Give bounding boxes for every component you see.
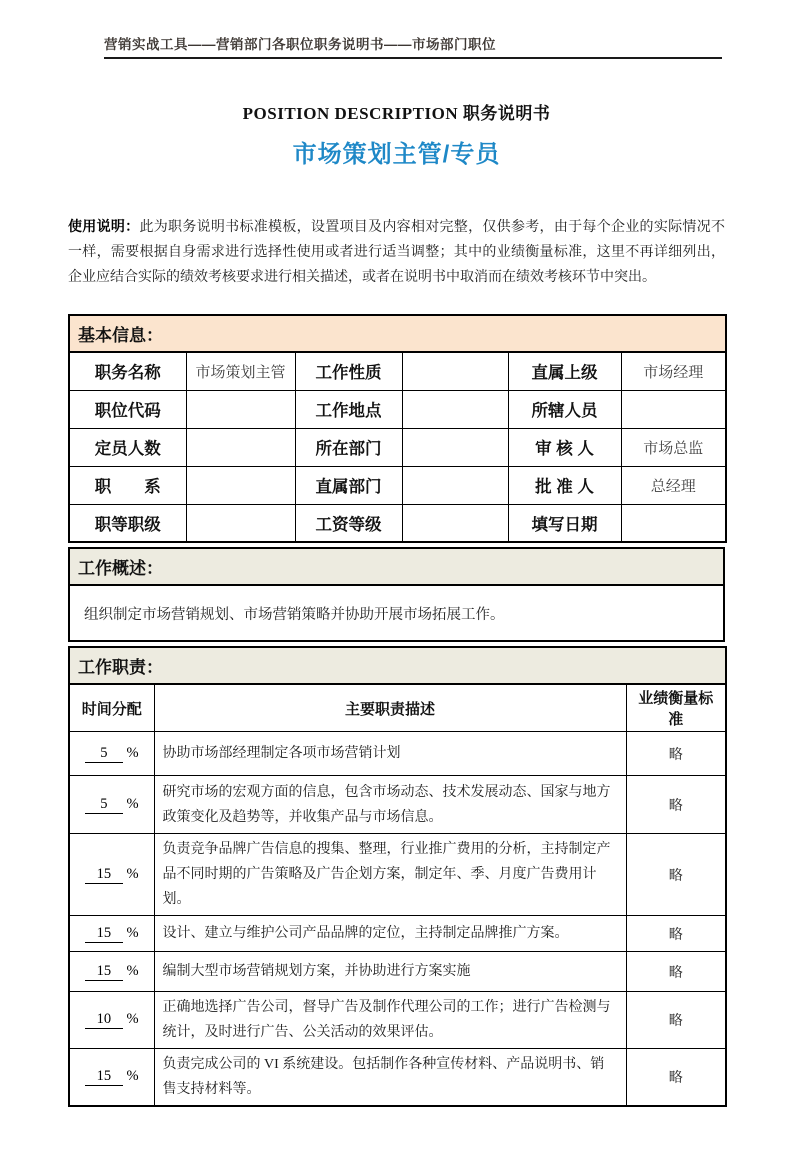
basic-info-value	[186, 390, 295, 428]
duties-col-desc: 主要职责描述	[154, 684, 626, 732]
duty-row	[69, 1049, 726, 1107]
percent-sign: %	[126, 795, 139, 812]
duties-section-title: 工作职责：	[69, 647, 726, 684]
basic-info-value	[186, 428, 295, 466]
duty-description: 负责完成公司的 VI 系统建设。包括制作各种宣传材料、产品说明书、销售支持材料等。	[154, 1049, 626, 1107]
duty-row	[69, 916, 726, 952]
percent-sign: %	[126, 1068, 139, 1084]
basic-info-row	[69, 466, 726, 504]
duty-description: 设计、建立与维护公司产品品牌的定位，主持制定品牌推广方案。	[154, 916, 626, 952]
duty-time-value: 15	[85, 1068, 123, 1086]
basic-info-label: 直属部门	[295, 466, 402, 504]
duty-standard: 略	[626, 916, 726, 952]
basic-info-label: 工资等级	[295, 504, 402, 542]
basic-info-label: 批 准 人	[508, 466, 621, 504]
duty-time	[69, 776, 154, 834]
basic-info-row	[69, 390, 726, 428]
duties-table	[68, 646, 727, 1107]
basic-info-label: 职务名称	[69, 352, 186, 390]
percent-sign: %	[126, 744, 139, 761]
duty-row	[69, 732, 726, 776]
basic-info-label: 职 系	[69, 466, 186, 504]
duty-standard: 略	[626, 776, 726, 834]
basic-info-value: 市场总监	[621, 428, 726, 466]
duty-time	[69, 992, 154, 1049]
duty-description: 负责竞争品牌广告信息的搜集、整理，行业推广费用的分析，主持制定产品不同时期的广告策略及广告企划方案，制定年、季、月度广告费用计划。	[154, 834, 626, 916]
duty-row	[69, 834, 726, 916]
basic-info-value: 市场经理	[621, 352, 726, 390]
duty-row	[69, 952, 726, 992]
basic-info-row	[69, 504, 726, 542]
duty-description: 研究市场的宏观方面的信息，包含市场动态、技术发展动态、国家与地方政策变化及趋势等，并收集产品与市场信息。	[154, 776, 626, 834]
basic-info-row	[69, 352, 726, 390]
basic-info-label: 所辖人员	[508, 390, 621, 428]
page-title: POSITION DESCRIPTION 职务说明书	[242, 104, 551, 123]
percent-sign: %	[126, 865, 139, 882]
duty-standard: 略	[626, 732, 726, 776]
duty-standard: 略	[626, 834, 726, 916]
duties-header-row	[69, 684, 726, 732]
overview-section-title: 工作概述：	[69, 548, 724, 585]
duty-description: 协助市场部经理制定各项市场营销计划	[154, 732, 626, 776]
basic-info-label: 工作性质	[295, 352, 402, 390]
duty-time	[69, 1049, 154, 1107]
duty-time	[69, 732, 154, 776]
duty-row	[69, 992, 726, 1049]
duty-time	[69, 952, 154, 992]
duty-standard: 略	[626, 992, 726, 1049]
basic-info-value	[402, 352, 508, 390]
duties-col-time: 时间分配	[69, 684, 154, 732]
duty-standard: 略	[626, 1049, 726, 1107]
basic-info-label: 直属上级	[508, 352, 621, 390]
duty-time-value: 15	[85, 925, 123, 943]
basic-info-label: 填写日期	[508, 504, 621, 542]
basic-info-label: 职等职级	[69, 504, 186, 542]
duty-time	[69, 916, 154, 952]
basic-info-value	[186, 504, 295, 542]
overview-table	[68, 547, 725, 642]
duty-time-value: 15	[85, 963, 123, 981]
basic-info-label: 审 核 人	[508, 428, 621, 466]
basic-info-label: 所在部门	[295, 428, 402, 466]
basic-info-value	[402, 428, 508, 466]
duty-time-value: 5	[85, 745, 123, 763]
basic-info-value	[402, 390, 508, 428]
percent-sign: %	[126, 924, 139, 941]
basic-info-value	[621, 504, 726, 542]
basic-info-value: 总经理	[621, 466, 726, 504]
basic-info-table	[68, 314, 727, 543]
basic-info-section-title: 基本信息：	[69, 315, 726, 352]
percent-sign: %	[126, 962, 139, 979]
duty-time-value: 10	[85, 1011, 123, 1029]
usage-note-text: 此为职务说明书标准模板，设置项目及内容相对完整，仅供参考，由于每个企业的实际情况不一样，需要根据自身需求进行选择性使用或者进行适当调整；其中的业绩衡量标准，这里不再详细列出，企业应结合实际的绩效考核要求进行相关描述，或者在说明书中取消而在绩效考核环节中突出。	[68, 220, 726, 285]
duties-col-standard: 业绩衡量标准	[626, 684, 726, 732]
overview-content: 组织制定市场营销规划、市场营销策略并协助开展市场拓展工作。	[69, 585, 724, 641]
basic-info-label: 工作地点	[295, 390, 402, 428]
basic-info-value: 市场策划主管	[186, 352, 295, 390]
duty-description: 正确地选择广告公司，督导广告及制作代理公司的工作；进行广告检测与统计，及时进行广告、公关活动的效果评估。	[154, 992, 626, 1049]
duty-time-value: 5	[85, 796, 123, 814]
basic-info-label: 职位代码	[69, 390, 186, 428]
duty-time-value: 15	[85, 866, 123, 884]
percent-sign: %	[126, 1011, 139, 1027]
basic-info-value	[402, 504, 508, 542]
usage-note-label: 使用说明：	[68, 220, 140, 235]
page-subtitle: 市场策划主管/专员	[292, 141, 501, 168]
duty-standard: 略	[626, 952, 726, 992]
usage-note	[68, 215, 725, 290]
basic-info-value	[621, 390, 726, 428]
duty-row	[69, 776, 726, 834]
document-page	[0, 33, 793, 1155]
basic-info-label: 定员人数	[69, 428, 186, 466]
basic-info-row	[69, 428, 726, 466]
basic-info-value	[186, 466, 295, 504]
duty-time	[69, 834, 154, 916]
running-header: 营销实战工具——营销部门各职位职务说明书——市场部门职位	[104, 33, 722, 59]
basic-info-value	[402, 466, 508, 504]
duty-description: 编制大型市场营销规划方案，并协助进行方案实施	[154, 952, 626, 992]
